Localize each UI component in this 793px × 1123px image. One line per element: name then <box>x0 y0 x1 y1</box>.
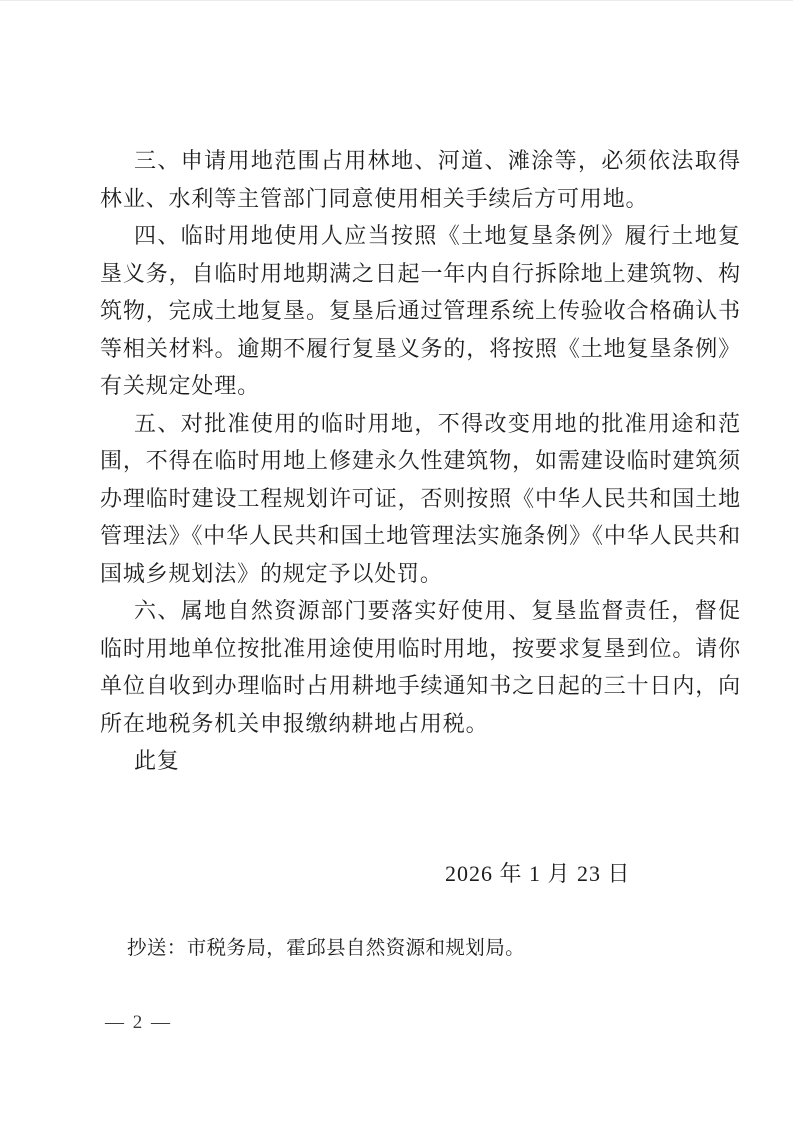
body-paragraph-5: 五、对批准使用的临时用地，不得改变用地的批准用途和范围，不得在临时用地上修建永久性建筑物，如需建设临时建筑须办理临时建设工程规划许可证，否则按照《中华人民共和国土地管理法》《中华人民共和国土地管理法实施条例》《中华人民共和国城乡规划法》的规定予以处罚。 <box>100 410 741 586</box>
closing-phrase: 此复 <box>134 748 180 773</box>
body-paragraph-6: 六、属地自然资源部门要落实好使用、复垦监督责任，督促临时用地单位按批准用途使用临时用地，按要求复垦到位。请你单位自收到办理临时占用耕地手续通知书之日起的三十日内，向所在地税务机关申报缴纳耕地占用税。 <box>100 598 741 736</box>
body-paragraph-4: 四、临时用地使用人应当按照《土地复垦条例》履行土地复垦义务，自临时用地期满之日起一年内自行拆除地上建筑物、构筑物，完成土地复垦。复垦后通过管理系统上传验收合格确认书等相关材料。逾期不履行复垦义务的，将按照《土地复垦条例》有关规定处理。 <box>100 223 741 398</box>
page-number: — 2 — <box>105 1012 172 1033</box>
cc-line: 抄送：市税务局，霍邱县自然资源和规划局。 <box>127 938 526 959</box>
body-paragraph-3: 三、申请用地范围占用林地、河道、滩涂等，必须依法取得林业、水利等主管部门同意使用相关手续后方可用地。 <box>100 148 741 211</box>
document-body <box>100 142 741 780</box>
document-date: 2026 年 1 月 23 日 <box>445 861 631 886</box>
